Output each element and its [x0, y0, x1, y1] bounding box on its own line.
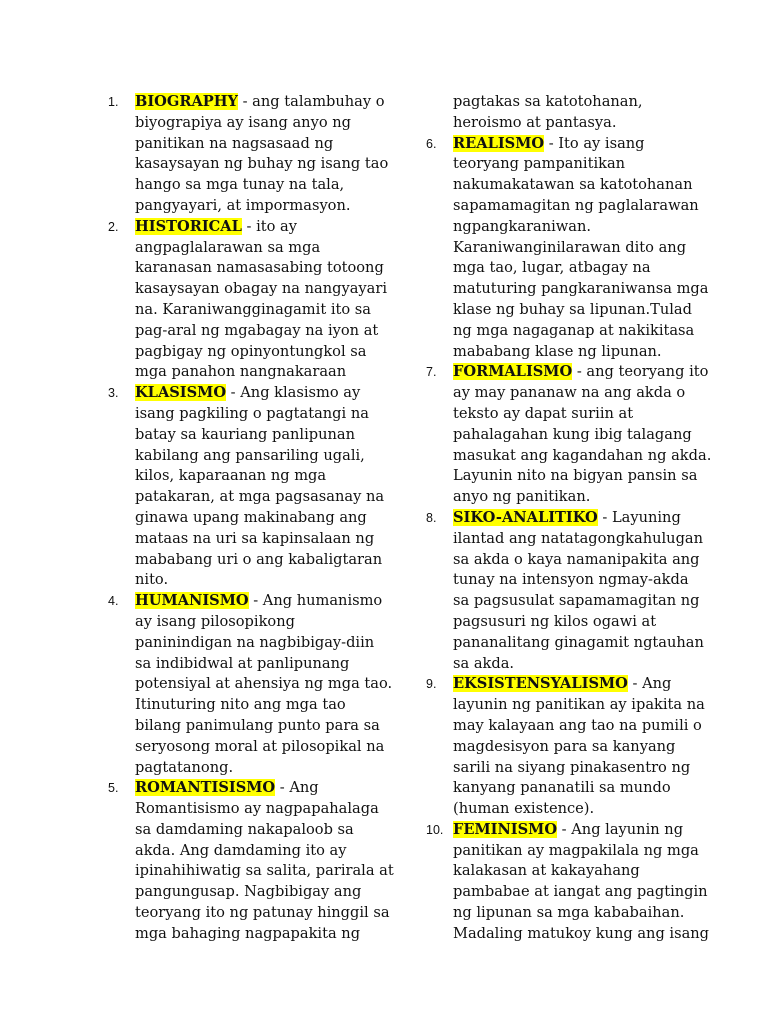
item-text: sa akda o kaya namanipakita ang — [453, 550, 700, 568]
item-text: karanasan namasasabing totoong — [135, 259, 384, 277]
item-text: ay isang pilosopikong — [135, 612, 295, 630]
item-text: - Ang — [275, 779, 319, 797]
item-text: pahalagahan kung ibig talagang — [453, 425, 692, 443]
item-text: mataas na uri sa kapinsalaan ng — [135, 529, 375, 547]
item-text: mga bahaging nagpapakita ng — [135, 924, 361, 942]
item-text: kanyang pananatili sa mundo — [453, 779, 671, 797]
item-text: Romantisismo ay nagpapahalaga — [135, 800, 379, 818]
right-column — [426, 92, 712, 945]
item-text: pagbigay ng opinyontungkol sa — [135, 342, 367, 360]
item-text: na. Karaniwangginagamit ito sa — [135, 300, 371, 318]
highlighted-term: HISTORICAL — [135, 217, 242, 235]
item-text: isang pagkiling o pagtatangi na — [135, 404, 369, 422]
item-number: 1. — [108, 95, 119, 109]
item-text: teoryang ito ng patunay hinggil sa — [135, 904, 390, 922]
list-item — [108, 383, 385, 591]
item-text: biyograpiya ay isang anyo ng — [135, 113, 351, 131]
item-text: potensiyal at ahensiya ng mga tao. — [135, 675, 393, 693]
item-text: ng mga nagaganap at nakikitasa — [453, 321, 695, 339]
item-text: sa damdaming nakapaloob sa — [135, 820, 354, 838]
item-text: sarili na siyang pinakasentro ng — [453, 758, 691, 776]
item-text: pangungusap. Nagbibigay ang — [135, 883, 362, 901]
item-text: magdesisyon para sa kanyang — [453, 737, 676, 755]
item-text: - Ang humanismo — [248, 592, 383, 610]
highlighted-term: FEMINISMO — [453, 820, 558, 838]
list-item — [108, 217, 388, 383]
list-item — [426, 674, 705, 820]
item-text: - Ang layunin ng — [557, 820, 684, 838]
item-number: 6. — [426, 136, 437, 151]
left-column — [108, 92, 394, 945]
item-text: (human existence). — [453, 800, 595, 818]
item-text: heroismo at pantasya. — [453, 113, 617, 131]
item-text: nito. — [135, 571, 169, 589]
item-text: ipinahihiwatig sa salita, parirala at — [135, 862, 394, 880]
item-text: - ang teoryang ito — [572, 363, 709, 381]
list-item — [108, 591, 393, 778]
highlighted-term: SIKO-ANALITIKO — [453, 508, 598, 526]
item-number: 8. — [426, 510, 437, 525]
highlighted-term: BIOGRAPHY — [135, 93, 238, 110]
item-text: pag-aral ng mgabagay na iyon at — [135, 321, 379, 339]
item-text: sa pagsusulat sapamamagitan ng — [453, 592, 700, 610]
item-text: mababang uri o ang kabaligtaran — [135, 550, 383, 568]
item-text: pagtakas sa katotohanan, — [453, 93, 643, 110]
item-text: panitikan na nagsasaad ng — [135, 134, 334, 152]
list-item — [108, 92, 389, 217]
item-text: pagtatanong. — [135, 758, 234, 776]
list-item — [426, 134, 709, 363]
list-item — [108, 778, 394, 944]
item-number: 10. — [426, 822, 444, 837]
item-text: layunin ng panitikan ay ipakita na — [453, 696, 705, 714]
highlighted-term: ROMANTISISMO — [135, 779, 276, 797]
highlighted-term: REALISMO — [453, 134, 545, 152]
item-text: pambabae at iangat ang pagtingin — [453, 883, 708, 901]
item-text: panitikan ay magpakilala ng mga — [453, 841, 699, 859]
item-text: anyo ng panitikan. — [453, 488, 591, 506]
item-text: - ang talambuhay o — [237, 93, 385, 110]
item-text: Karaniwanginilarawan dito ang — [453, 238, 687, 256]
item-number: 2. — [108, 219, 119, 234]
item-text: - Ito ay isang — [544, 134, 645, 152]
item-text: sapamamagitan ng paglalarawan — [453, 196, 699, 214]
item-text: akda. Ang damdaming ito ay — [135, 841, 347, 859]
item-text: kilos, kaparaanan ng mga — [135, 467, 327, 485]
item-text: ginawa upang makinabang ang — [135, 508, 367, 526]
item-text: teksto ay dapat suriin at — [453, 404, 634, 422]
item-text: mga panahon nangnakaraan — [135, 363, 347, 381]
item-text: bilang panimulang punto para sa — [135, 716, 380, 734]
item-text: masukat ang kagandahan ng akda. — [453, 446, 712, 464]
item-text: may kalayaan ang tao na pumili o — [453, 716, 702, 734]
item-number: 9. — [426, 677, 437, 692]
item-text: kalakasan at kakayahang — [453, 862, 640, 880]
item-text: mga tao, lugar, atbagay na — [453, 259, 651, 277]
item-text: kabilang ang pansariling ugali, — [135, 446, 365, 464]
list-item-continuation — [426, 92, 688, 134]
item-number: 3. — [108, 386, 119, 401]
item-text: - Ang — [627, 675, 672, 693]
item-text: sa indibidwal at panlipunang — [135, 654, 350, 672]
item-text: pagsusuri ng kilos ogawi at — [453, 612, 657, 630]
item-text: teoryang pampanitikan — [453, 155, 626, 173]
list-item — [426, 362, 712, 508]
item-text: sa akda. — [453, 654, 515, 672]
item-text: Itinuturing nito ang mga tao — [135, 696, 346, 714]
item-text: paninindigan na nagbibigay-diin — [135, 633, 375, 651]
item-text: seryosong moral at pilosopikal na — [135, 737, 385, 755]
item-text: nakumakatawan sa katotohanan — [453, 176, 693, 194]
item-text: ngpangkaraniwan. — [453, 217, 592, 235]
list-item — [426, 508, 704, 674]
item-text: angpaglalarawan sa mga — [135, 238, 321, 256]
item-text: - Layuning — [597, 508, 681, 526]
item-text: ay may pananaw na ang akda o — [453, 384, 686, 402]
item-number: 7. — [426, 365, 437, 380]
list-item — [426, 820, 710, 945]
item-text: ilantad ang natatagongkahulugan — [453, 529, 704, 547]
item-text: tunay na intensyon ngmay-akda — [453, 571, 689, 589]
item-text: mababang klase ng lipunan. — [453, 342, 662, 360]
item-text: matuturing pangkaraniwansa mga — [453, 280, 709, 298]
item-text: kasaysayan obagay na nangyayari — [135, 280, 388, 298]
item-text: klase ng buhay sa lipunan.Tulad — [453, 300, 692, 318]
item-text: pangyayari, at impormasyon. — [135, 196, 351, 214]
highlighted-term: HUMANISMO — [135, 592, 249, 610]
item-text: hango sa mga tunay na tala, — [135, 176, 345, 194]
item-text: ng lipunan sa mga kababaihan. — [453, 904, 685, 922]
item-text: batay sa kauriang panlipunan — [135, 425, 356, 443]
item-number: 4. — [108, 594, 119, 609]
item-text: Layunin nito na bigyan pansin sa — [453, 467, 698, 485]
highlighted-term: FORMALISMO — [453, 363, 573, 381]
item-text: - Ang klasismo ay — [226, 384, 361, 402]
item-text: pananalitang ginagamit ngtauhan — [453, 633, 704, 651]
item-text: kasaysayan ng buhay ng isang tao — [135, 155, 389, 173]
item-text: - ito ay — [241, 217, 298, 235]
item-text: Madaling matukoy kung ang isang — [453, 924, 710, 942]
item-number: 5. — [108, 781, 119, 796]
item-text: patakaran, at mga pagsasanay na — [135, 488, 385, 506]
highlighted-term: KLASISMO — [135, 384, 227, 402]
highlighted-term: EKSISTENSYALISMO — [453, 675, 628, 693]
